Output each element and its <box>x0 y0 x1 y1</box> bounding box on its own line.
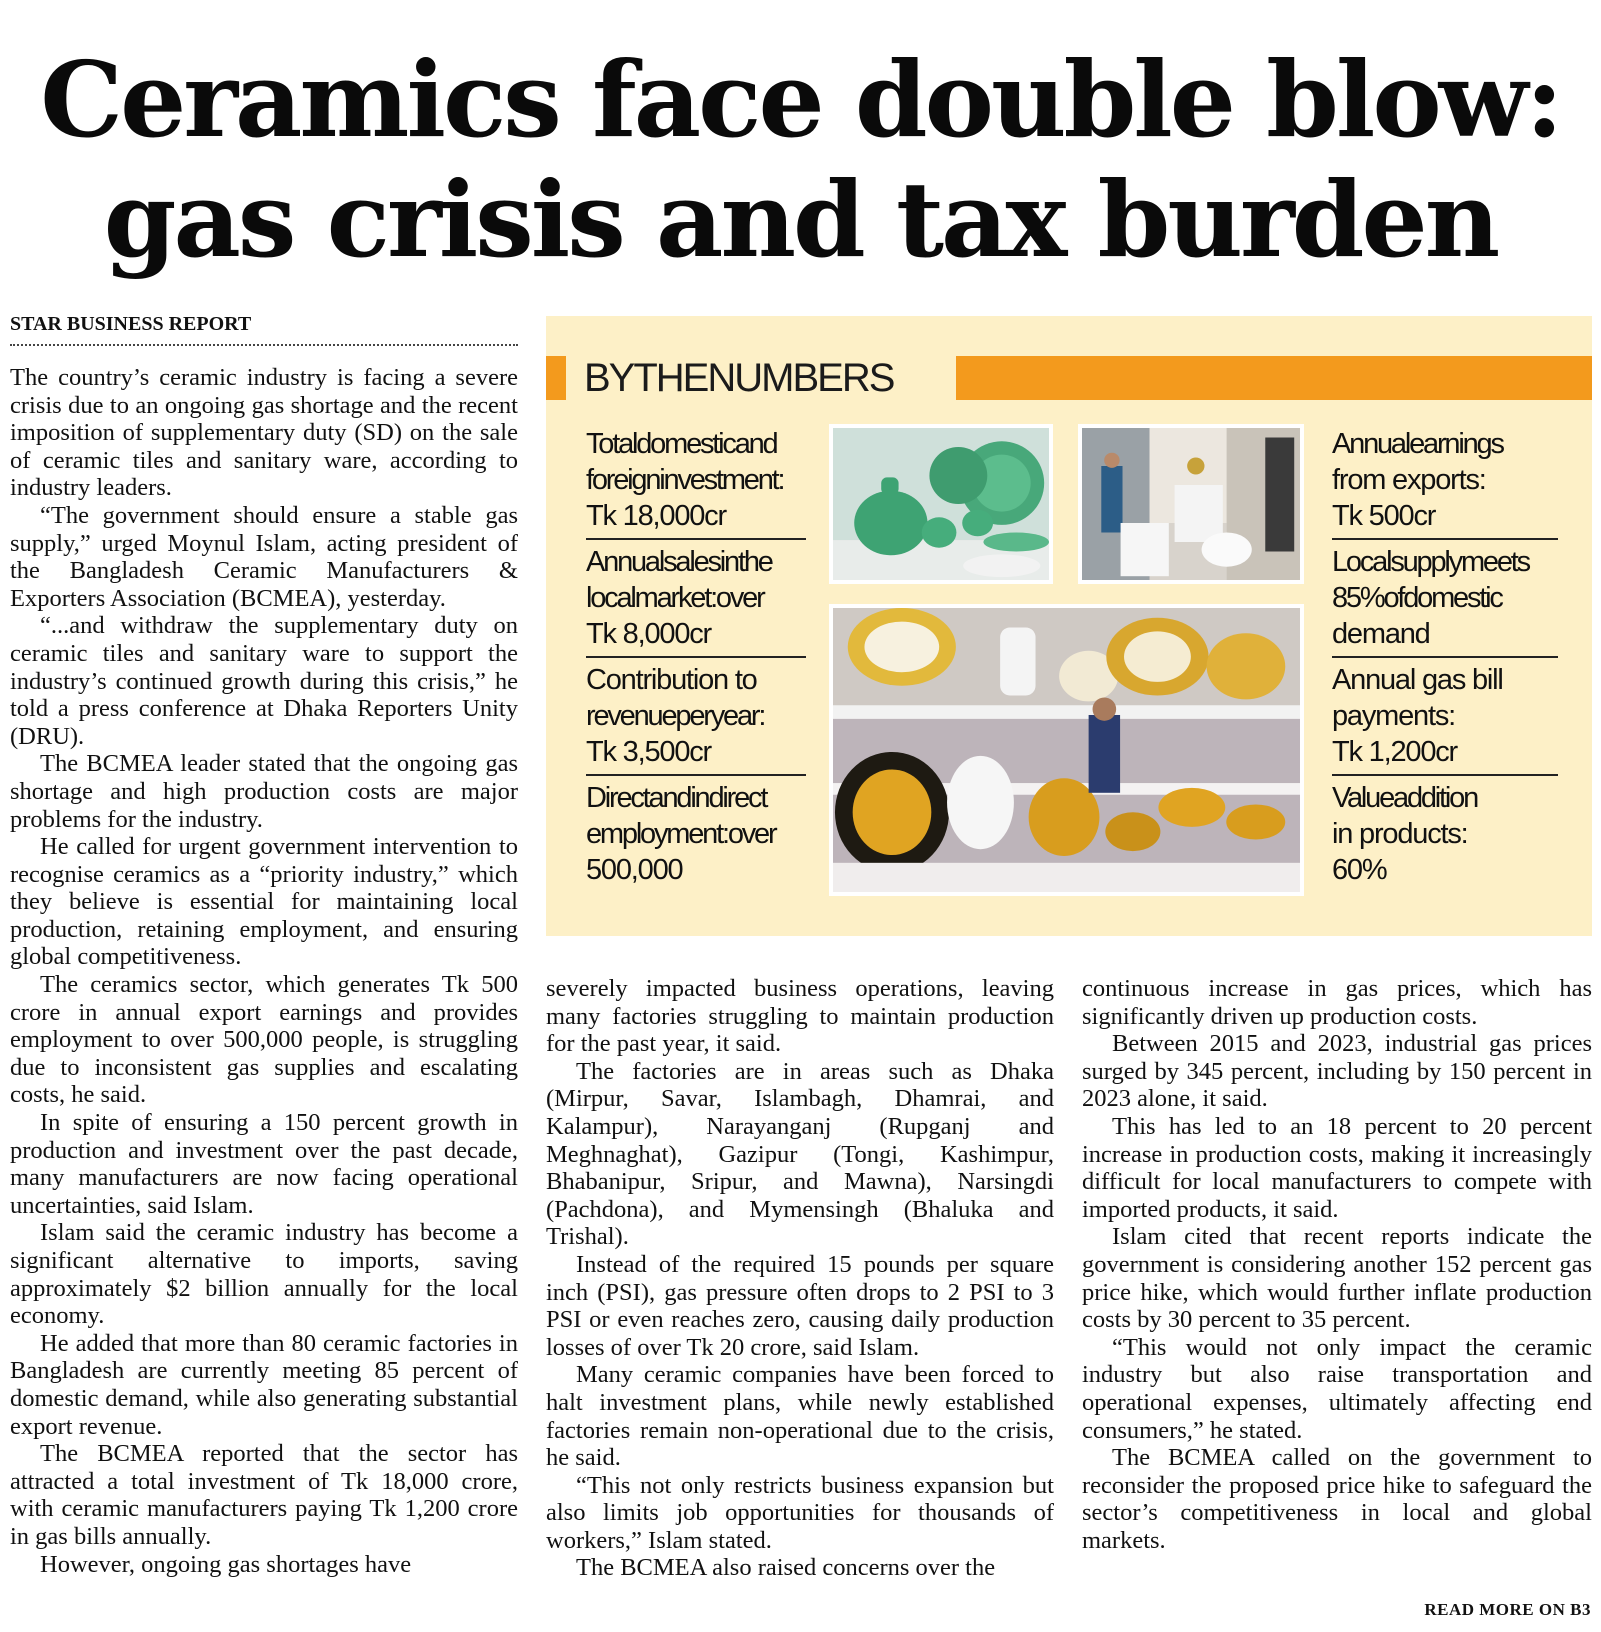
stat-label: payments: <box>1332 700 1455 732</box>
byline: STAR BUSINESS REPORT <box>10 313 518 346</box>
stat-value: Tk 1,200cr <box>1332 736 1457 768</box>
read-more-link[interactable]: READ MORE ON B3 <box>1424 1600 1591 1619</box>
factbox-right-stats <box>1332 422 1558 892</box>
paragraph: Many ceramic companies have been forced to halt investment plans, while newly established factories remain non-operational due to the crisis, he said. <box>546 1361 1054 1472</box>
paragraph: He added that more than 80 ceramic factories in Bangladesh are currently meeting 85 percent of domestic demand, while also generating substantial export revenue. <box>10 1329 518 1440</box>
stat-value: 500,000 <box>586 854 683 886</box>
paragraph: “This not only restricts business expansion but also limits job opportunities for thousands of workers,” Islam stated. <box>546 1471 1054 1554</box>
paragraph: The BCMEA called on the government to reconsider the proposed price hike to safeguard the sector’s competitiveness in local and global markets. <box>1082 1444 1592 1554</box>
stat-value: Tk 18,000cr <box>586 500 726 532</box>
paragraph: The factories are in areas such as Dhaka (Mirpur, Savar, Islambagh, Dhamrai, and Kalampur), Narayanganj (Rupganj and Meghnaghat), Gazipur (Tongi, Kashimpur, Bhabanipur, Sripur, and Mawna), Narsingdi (Pachdona), and Mymensingh (Bhaluka and Trishal). <box>546 1057 1054 1251</box>
stat-value: 60% <box>1332 854 1387 886</box>
paragraph: Islam said the ceramic industry has become a significant alternative to imports, saving approximately $2 billion annually for the local economy. <box>10 1219 518 1330</box>
stat-label: foreigninvestment: <box>586 464 784 496</box>
stat-value: Tk 500cr <box>1332 500 1436 532</box>
stat-investment <box>586 422 806 540</box>
stat-label: Totaldomesticand <box>586 428 777 460</box>
paragraph: severely impacted business operations, leaving many factories struggling to maintain production for the past year, it said. <box>546 975 1054 1058</box>
stat-revenue-contribution <box>586 658 806 776</box>
stat-gas-bill <box>1332 658 1558 776</box>
factbox-title: BYTHENUMBERS <box>584 356 894 400</box>
factbox-accent-left <box>546 356 566 400</box>
paragraph: The BCMEA also raised concerns over the <box>576 1554 996 1582</box>
photo-gold-tableware-display <box>829 604 1304 896</box>
paragraph: The country’s ceramic industry is facing a severe crisis due to an ongoing gas shortage and the recent imposition of supplementary duty (SD) on the sale of ceramic tiles and sanitary ware, according to industry leaders. <box>10 364 518 502</box>
article-column-1 <box>10 364 518 1626</box>
factbox-title-bar <box>546 356 1592 400</box>
paragraph: “This would not only impact the ceramic industry but also raise transportation and operational expenses, ultimately affecting end consumers,” he stated. <box>1082 1333 1592 1444</box>
paragraph: Between 2015 and 2023, industrial gas prices surged by 345 percent, including by 150 percent in 2023 alone, it said. <box>1082 1030 1592 1113</box>
stat-label: Contribution to <box>586 664 757 696</box>
stat-label: Annualsalesinthe <box>586 546 772 578</box>
paragraph: In spite of ensuring a 150 percent growth in production and investment over the past decade, many manufacturers are now facing operational uncertainties, said Islam. <box>10 1109 518 1219</box>
by-the-numbers-factbox <box>546 316 1592 936</box>
factbox-left-stats <box>586 422 806 892</box>
stat-local-supply <box>1332 540 1558 658</box>
headline-line-1: Ceramics face double blow: <box>40 38 1561 161</box>
stat-value-addition <box>1332 776 1558 892</box>
paragraph: This has led to an 18 percent to 20 percent increase in production costs, making it increasingly difficult for local manufacturers to compete with imported products, it said. <box>1082 1112 1592 1223</box>
headline <box>20 40 1581 280</box>
stat-value: Tk 3,500cr <box>586 736 711 768</box>
paragraph: He called for urgent government intervention to recognise ceramics as a “priority industry,” which they believe is essential for maintaining local production, retaining employment, and ensuring global competitiveness. <box>10 833 518 971</box>
paragraph: “...and withdraw the supplementary duty on ceramic tiles and sanitary ware to support the industry’s continued growth during this crisis,” he told a press conference at Dhaka Reporters Unity (DRU). <box>10 612 518 750</box>
stat-local-sales <box>586 540 806 658</box>
stat-label: Localsupplymeets <box>1332 546 1529 578</box>
paragraph: The BCMEA reported that the sector has attracted a total investment of Tk 18,000 crore, with ceramic manufacturers paying Tk 1,200 crore in gas bills annually. <box>10 1440 518 1550</box>
article-column-3 <box>1082 975 1592 1587</box>
article-column-2 <box>546 975 1054 1626</box>
stat-value: Tk 8,000cr <box>586 618 711 650</box>
paragraph: However, ongoing gas shortages have <box>40 1550 412 1578</box>
stat-label: Valueaddition <box>1332 782 1478 814</box>
stat-label: Annual gas bill <box>1332 664 1503 696</box>
factbox-accent-right <box>956 356 1592 400</box>
stat-label: Annualearnings <box>1332 428 1503 460</box>
stat-label: localmarket:over <box>586 582 764 614</box>
paragraph: The BCMEA leader stated that the ongoing gas shortage and high production costs are major problems for the industry. <box>10 750 518 833</box>
paragraph: The ceramics sector, which generates Tk 500 crore in annual export earnings and provides employment to over 500,000 people, is struggling due to inconsistent gas supplies and escalating costs, he said. <box>10 971 518 1109</box>
stat-value: demand <box>1332 618 1430 650</box>
paragraph: Instead of the required 15 pounds per square inch (PSI), gas pressure often drops to 2 PSI to 3 PSI or even reaches zero, causing daily production losses of over Tk 20 crore, said Islam. <box>546 1250 1054 1361</box>
headline-line-2: gas crisis and tax burden <box>103 158 1498 281</box>
stat-label: in products: <box>1332 818 1468 850</box>
stat-label: from exports: <box>1332 464 1486 496</box>
photo-green-tableware <box>829 424 1053 584</box>
stat-label: 85%ofdomestic <box>1332 582 1502 614</box>
paragraph: continuous increase in gas prices, which has significantly driven up production costs. <box>1082 975 1592 1030</box>
stat-employment <box>586 776 806 892</box>
stat-export-earnings <box>1332 422 1558 540</box>
stat-label: revenueperyear: <box>586 700 765 732</box>
stat-label: Directandindirect <box>586 782 767 814</box>
paragraph: Islam cited that recent reports indicate the government is considering another 152 percent gas price hike, which would further inflate production costs by 30 percent to 35 percent. <box>1082 1223 1592 1334</box>
stat-label: employment:over <box>586 818 776 850</box>
paragraph: “The government should ensure a stable gas supply,” urged Moynul Islam, acting president of the Bangladesh Ceramic Manufacturers & Exporters Association (BCMEA), yesterday. <box>10 501 518 612</box>
photo-sanitary-ware-showroom <box>1078 424 1304 584</box>
